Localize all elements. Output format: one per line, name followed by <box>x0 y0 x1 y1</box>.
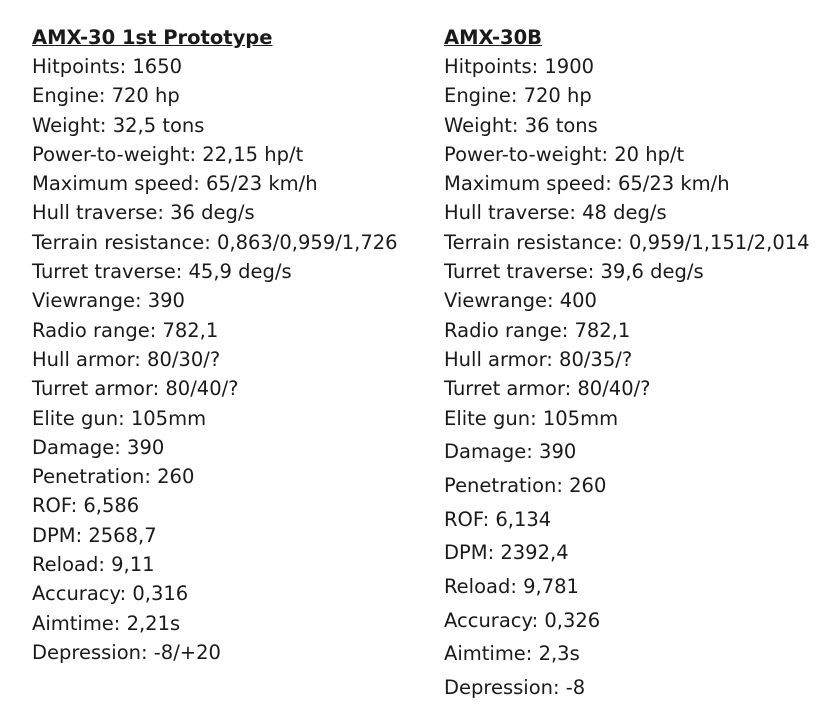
left-spec-weight: Weight: 32,5 tons <box>32 113 205 137</box>
right-spec-terrain-resistance: Terrain resistance: 0,959/1,151/2,014 <box>444 230 810 254</box>
left-spec-damage: Damage: 390 <box>32 435 165 459</box>
left-spec-hull-traverse: Hull traverse: 36 deg/s <box>32 201 255 225</box>
right-spec-hitpoints: Hitpoints: 1900 <box>444 55 595 78</box>
left-spec-rof: ROF: 6,586 <box>32 494 140 518</box>
left-spec-maximum-speed: Maximum speed: 65/23 km/h <box>32 172 318 196</box>
right-spec-hull-traverse: Hull traverse: 48 deg/s <box>444 201 667 225</box>
left-spec-reload: Reload: 9,11 <box>32 553 155 577</box>
right-spec-weight: Weight: 36 tons <box>444 113 598 137</box>
right-column-title: AMX-30B <box>444 26 543 49</box>
left-spec-turret-armor: Turret armor: 80/40/? <box>32 377 239 401</box>
right-spec-maximum-speed: Maximum speed: 65/23 km/h <box>444 172 730 196</box>
right-column <box>444 26 810 710</box>
right-spec-dpm: DPM: 2392,4 <box>444 541 569 565</box>
right-spec-viewrange: Viewrange: 400 <box>444 289 597 313</box>
right-spec-turret-armor: Turret armor: 80/40/? <box>444 377 651 401</box>
right-spec-elite-gun: Elite gun: 105mm <box>444 406 619 430</box>
right-spec-turret-traverse: Turret traverse: 39,6 deg/s <box>444 260 704 284</box>
left-spec-hull-armor: Hull armor: 80/30/? <box>32 347 221 371</box>
left-spec-radio-range: Radio range: 782,1 <box>32 318 219 342</box>
right-spec-rof: ROF: 6,134 <box>444 507 552 531</box>
left-spec-viewrange: Viewrange: 390 <box>32 289 185 313</box>
left-spec-penetration: Penetration: 260 <box>32 465 195 489</box>
left-spec-power-to-weight: Power-to-weight: 22,15 hp/t <box>32 142 304 166</box>
right-spec-damage: Damage: 390 <box>444 440 577 464</box>
left-spec-depression: Depression: -8/+20 <box>32 640 221 664</box>
right-spec-accuracy: Accuracy: 0,326 <box>444 608 601 632</box>
left-spec-aimtime: Aimtime: 2,21s <box>32 611 181 635</box>
left-column-title: AMX-30 1st Prototype <box>32 26 273 49</box>
left-spec-turret-traverse: Turret traverse: 45,9 deg/s <box>32 260 292 284</box>
left-spec-accuracy: Accuracy: 0,316 <box>32 582 189 606</box>
right-spec-aimtime: Aimtime: 2,3s <box>444 642 580 666</box>
right-spec-depression: Depression: -8 <box>444 676 586 700</box>
left-spec-dpm: DPM: 2568,7 <box>32 523 157 547</box>
right-spec-hull-armor: Hull armor: 80/35/? <box>444 347 633 371</box>
left-spec-elite-gun: Elite gun: 105mm <box>32 406 207 430</box>
right-spec-radio-range: Radio range: 782,1 <box>444 318 631 342</box>
left-spec-terrain-resistance: Terrain resistance: 0,863/0,959/1,726 <box>32 230 398 254</box>
left-spec-engine: Engine: 720 hp <box>32 84 180 108</box>
right-spec-penetration: Penetration: 260 <box>444 473 607 497</box>
left-spec-hitpoints: Hitpoints: 1650 <box>32 55 183 78</box>
left-column <box>32 26 398 670</box>
right-spec-power-to-weight: Power-to-weight: 20 hp/t <box>444 142 685 166</box>
right-spec-engine: Engine: 720 hp <box>444 84 592 108</box>
right-spec-reload: Reload: 9,781 <box>444 575 579 598</box>
